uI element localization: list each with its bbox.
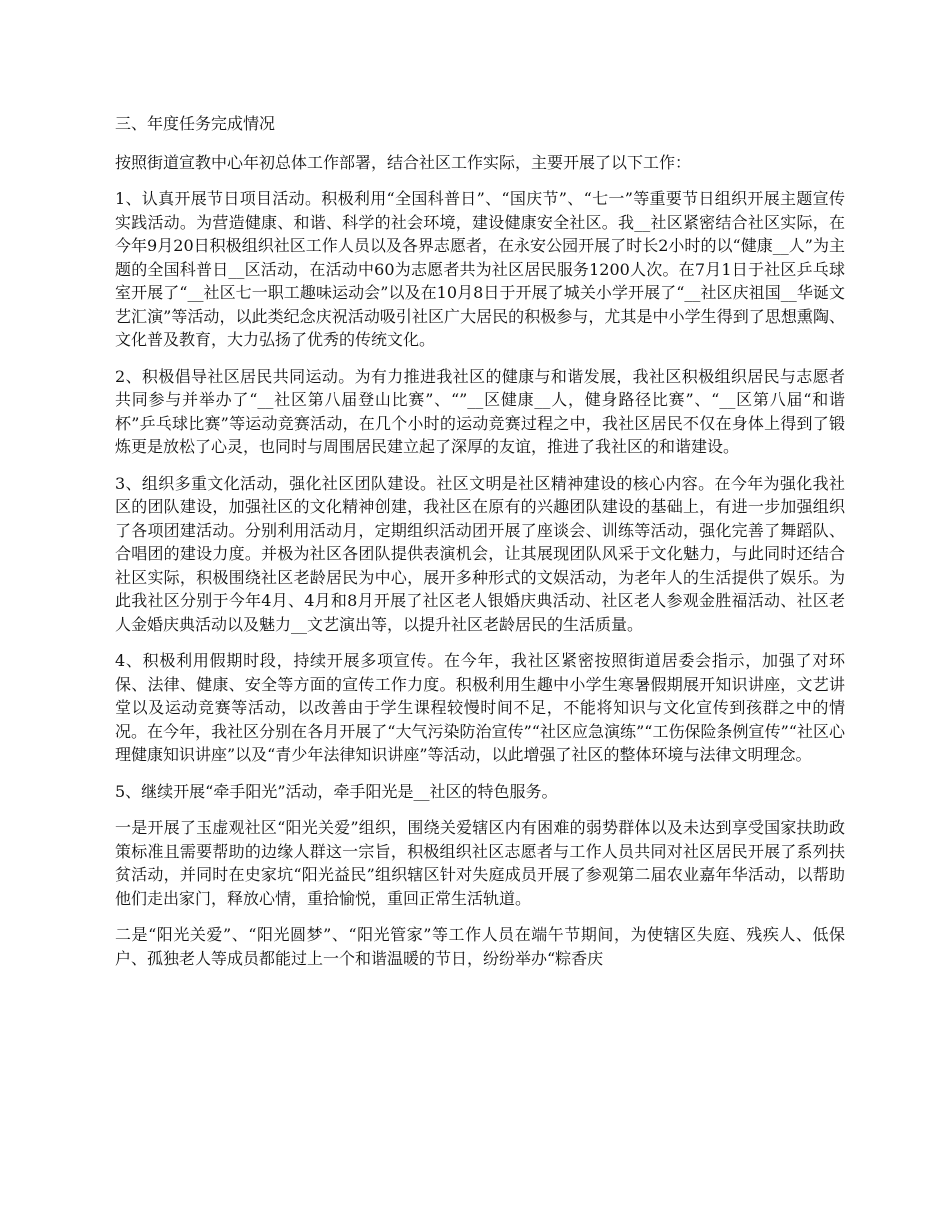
item-1-paragraph: 1、认真开展节日项目活动。积极利用“全国科普日”、“国庆节”、“七一”等重要节日组织开展主题宣传实践活动。为营造健康、和谐、科学的社会环境，建设健康安全社区。我__社区紧密结合社区实际，在今年9月20日积极组织社区工作人员以及各界志愿者，在永安公园开展了时长2小时的以“健康__人”为主题的全国科普日__区活动，在活动中60为志愿者共为社区居民服务1200人次。在7月1日于社区乒乓球室开展了“__社区七一职工趣味运动会”以及在10月8日于开展了城关小学开展了“__社区庆祖国__华诞文艺汇演”等活动，以此类纪念庆祝活动吸引社区广大居民的积极参与，尤其是中小学生得到了思想熏陶、文化普及教育，大力弘扬了优秀的传统文化。 <box>115 189 845 349</box>
section-heading: 三、年度任务完成情况 <box>115 114 276 133</box>
sub-item-1-paragraph: 一是开展了玉虚观社区“阳光关爱”组织，围绕关爱辖区内有困难的弱势群体以及未达到享受国家扶助政策标准且需要帮助的边缘人群这一宗旨，积极组织社区志愿者与工作人员共同对社区居民开展了系列扶贫活动，并同时在史家坑“阳光益民”组织辖区针对失庭成员开展了参观第二届农业嘉年华活动，以帮助他们走出家门，释放心情，重拾愉悦，重回正常生活轨道。 <box>115 818 845 908</box>
item-4-paragraph: 4、积极利用假期时段，持续开展多项宣传。在今年，我社区紧密按照街道居委会指示，加强了对环保、法律、健康、安全等方面的宣传工作力度。积极利用生趣中小学生寒暑假期展开知识讲座，文艺讲堂以及运动竞赛等活动，以改善由于学生课程较慢时间不足，不能将知识与文化宣传到孩群之中的情况。在今年，我社区分别在各月开展了“大气污染防治宣传”“社区应急演练”“工伤保险条例宣传”“社区心理健康知识讲座”以及“青少年法律知识讲座”等活动，以此增强了社区的整体环境与法律文明理念。 <box>115 651 845 764</box>
intro-paragraph: 按照街道宣教中心年初总体工作部署，结合社区工作实际，主要开展了以下工作： <box>115 152 692 172</box>
item-5-paragraph: 5、继续开展“牵手阳光”活动，牵手阳光是__社区的特色服务。 <box>115 781 558 801</box>
item-2-paragraph: 2、积极倡导社区居民共同运动。为有力推进我社区的健康与和谐发展，我社区积极组织居民与志愿者共同参与并举办了“__社区第八届登山比赛”、“”__区健康__人，健身路径比赛”、“__区第八届“和谐杯”乒乓球比赛”等运动竞赛活动，在几个小时的运动竞赛过程之中，我社区居民不仅在身体上得到了锻炼更是放松了心灵，也同时与周围居民建立起了深厚的友谊，推进了我社区的和谐建设。 <box>115 366 845 456</box>
item-3-paragraph: 3、组织多重文化活动，强化社区团队建设。社区文明是社区精神建设的核心内容。在今年为强化我社区的团队建设，加强社区的文化精神创建，我社区在原有的兴趣团队建设的基础上，有进一步加强组织了各项团建活动。分别利用活动月，定期组织活动团开展了座谈会、训练等活动，强化完善了舞蹈队、合唱团的建设力度。并极为社区各团队提供表演机会，让其展现团队风采于文化魅力，与此同时还结合社区实际，积极围绕社区老龄居民为中心，展开多种形式的文娱活动，为老年人的生活提供了娱乐。为此我社区分别于今年4月、4月和8月开展了社区老人银婚庆典活动、社区老人参观金胜福活动、社区老人金婚庆典活动以及魅力__文艺演出等，以提升社区老龄居民的生活质量。 <box>115 473 845 634</box>
sub-item-2-paragraph: 二是“阳光关爱”、“阳光圆梦”、“阳光管家”等工作人员在端午节期间，为使辖区失庭、残疾人、低保户、孤独老人等成员都能过上一个和谐温暖的节日，纷纷举办“粽香庆 <box>115 925 845 968</box>
document-page <box>115 112 845 983</box>
